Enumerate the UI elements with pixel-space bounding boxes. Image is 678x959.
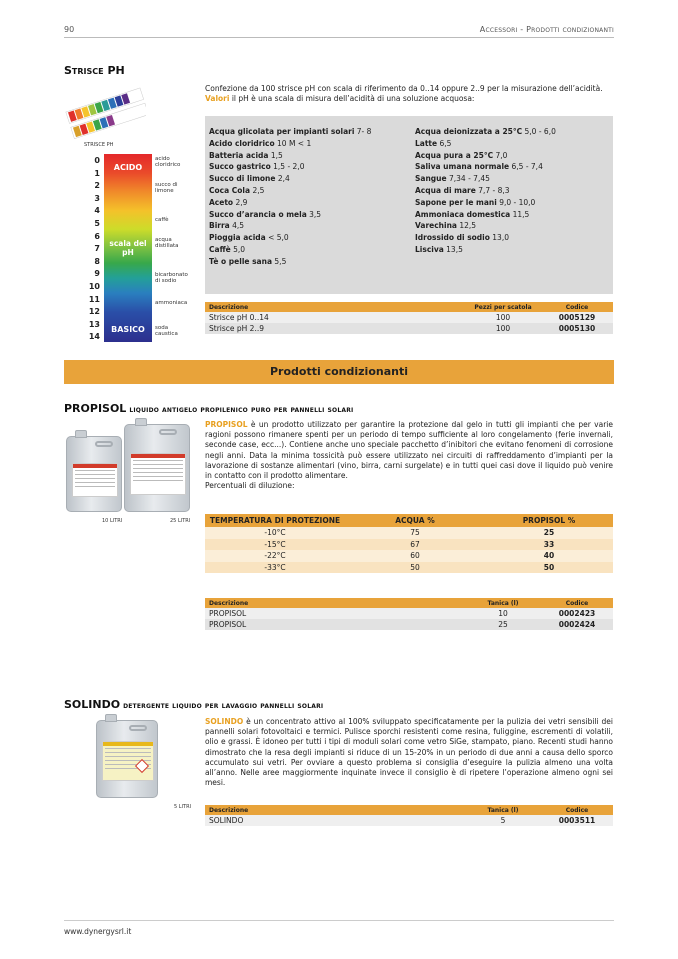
ph-number: 0 [94,156,100,165]
ph-value-row: Lisciva 13,5 [415,244,463,254]
ph-value-row: Succo d’arancia o mela 3,5 [209,209,322,219]
table-header [205,514,613,527]
page-number: 90 [64,25,75,34]
ph-value-row: Caffè 5,0 [209,244,246,254]
col-descrizione: Descrizione [205,302,465,312]
ph-number: 13 [88,319,100,329]
ph-number: 6 [94,231,100,241]
scale-note: soda caustica [155,325,178,337]
propisol-25l-canister [124,424,190,512]
solindo-keyword: SOLINDO [205,717,244,726]
caption-5l: 5 LITRI [174,804,192,810]
table-row: -22°C 60 40 [205,550,613,562]
table-row: Strisce pH 0..14 100 0005129 [205,312,613,323]
col-pezzi: Pezzi per scatola [465,302,541,312]
col-propisol: PROPISOL % [485,514,613,527]
ph-number: 4 [94,206,100,216]
ph-value-row: Acqua glicolata per impianti solari 7- 8 [209,127,372,136]
strisce-intro [205,84,615,104]
ph-value-row: Pioggia acida < 5,0 [209,233,289,243]
intro-line-1: Confezione da 100 strisce pH con scala di riferimento da 0..14 oppure 2..9 per la misurazione dell’acidità. [205,84,603,93]
section-band-title: Prodotti condizionanti [64,360,614,384]
ph-value-row: Coca Cola 2,5 [209,185,265,195]
ph-value-row: Saliva umana normale 6,5 - 7,4 [415,162,543,172]
table-row: PROPISOL 10 0002423 [205,608,613,619]
propisol-10l-canister [66,436,122,512]
intro-keyword: Valori [205,94,230,103]
strisce-product-table [205,302,613,334]
propisol-product-table [205,598,613,630]
caption-10l: 10 LITRI [102,518,123,524]
solindo-description [205,717,613,788]
ph-scale-bar [104,154,152,342]
strisce-title: Strisce PH [64,64,125,77]
ph-value-row: Varechina 12,5 [415,221,477,231]
ph-number: 3 [94,193,100,203]
website-link[interactable]: www.dynergysrl.it [64,927,132,936]
scale-note: caffè [155,217,169,223]
ph-value-row: Succo di limone 2,4 [209,174,290,184]
col-acqua: ACQUA % [345,514,485,527]
ph-number: 12 [88,307,100,317]
ph-scale-numbers [88,156,102,342]
ph-value-row: Ammoniaca domestica 11,5 [415,209,530,219]
ph-value-row: Succo gastrico 1,5 - 2,0 [209,162,305,172]
page-footer [64,920,614,936]
propisol-title [64,402,353,415]
ph-number: 1 [94,168,100,178]
solindo-product-table [205,805,613,826]
ph-value-row: Acqua deionizzata a 25°C 5,0 - 6,0 [415,127,556,136]
table-row: -10°C 75 25 [205,527,613,539]
ph-value-row: Acqua di mare 7,7 - 8,3 [415,185,510,195]
solindo-title [64,698,323,711]
propisol-subtitle: liquido antigelo propilenico puro per pannelli solari [126,405,354,414]
ph-value-row: Tè o pelle sana 5,5 [209,256,287,266]
ph-number: 2 [94,181,100,191]
table-row: Strisce pH 2..9 100 0005130 [205,323,613,334]
ph-values-left [209,126,371,268]
ph-value-row: Idrossido di sodio 13,0 [415,233,509,243]
scale-label-basico: BASICO [111,325,145,334]
propisol-body: è un prodotto utilizzato per garantire la protezione dal gelo in tutti gli impianti che per varie ragioni possono rimanere spenti per un periodo di tempo sufficiente al loro congelamento (ferie invernali, seconde case, ecc...). Contiene anche uno speciale pacchetto d’inibitori che evitano fenomeni di corrosione negli anni. Data la minima tossicità può essere utilizzato nei circuiti di raffreddamento d’impianti per la lavorazione di sostanze alimentari (vino, birra, carni surgelate) e in tutti quei casi dove il liquido può venire in contatto con il prodotto alimentare. [205,420,613,481]
page-header [64,24,614,38]
ph-value-row: Batteria acida 1,5 [209,150,283,160]
col-temperatura: TEMPERATURA DI PROTEZIONE [205,514,345,527]
section-title: Accessori - Prodotti condizionanti [479,25,614,34]
table-row: PROPISOL 25 0002424 [205,619,613,630]
ph-number: 14 [88,332,100,342]
solindo-5l-canister [96,720,158,798]
ph-number: 8 [94,256,100,266]
scale-note: bicarbonato di sodio [155,272,188,284]
ph-value-row: Sangue 7,34 - 7,45 [415,174,490,184]
ph-value-row: Aceto 2,9 [209,197,248,207]
dilution-intro: Percentuali di diluzione: [205,481,295,491]
ph-number: 5 [94,219,100,228]
scale-label-mid: scala del pH [109,239,147,257]
table-header [205,302,613,312]
ph-values-box [205,116,613,294]
scale-note: succo di limone [155,182,178,194]
solindo-body: è un concentrato attivo al 100% sviluppato specificatamente per la pulizia dei vetri sensibili dei pannelli solari fotovoltaici e termici. Pulisce sporchi resistenti come resina, fuliggine, escrementi di volatili, olio e grassi. È idoneo per tutti i tipi di moduli solari come vetro SiGe, stampato, piano. Recenti studi hanno dimostrato che la resa degli impianti si riduce di un 15-20% in un periodo di due anni a causa dello sporco accumulato sui vetri. Per ovviare a questo problema si consiglia d’eseguire la pulizia almeno una volta all’anno. Nelle aree maggiormente inquinate invece il consiglio è di ripetere l’operazione almeno ogni sei mesi. [205,717,613,788]
strips-caption: STRISCE PH [84,142,114,148]
propisol-keyword: PROPISOL [205,420,248,429]
table-header: Descrizione Tanica (l) Codice [205,805,613,815]
scale-note: acido cloridrico [155,156,181,168]
solindo-subtitle: detergente liquido per lavaggio pannelli solari [120,701,324,710]
col-codice: Codice [541,302,613,312]
ph-value-row: Birra 4,5 [209,221,245,231]
ph-number: 10 [88,282,100,291]
ph-value-row: Acido cloridrico 10 M < 1 [209,138,312,148]
intro-line-2-text: il pH è una scala di misura dell’acidità di una soluzione acquosa: [229,94,475,103]
ph-strips-image [64,86,146,140]
table-row: SOLINDO 5 0003511 [205,815,613,826]
ph-number: 11 [88,294,100,304]
dilution-table [205,514,613,573]
intro-line-2 [205,94,615,104]
table-row: -33°C 50 50 [205,562,613,574]
ph-value-row: Latte 6,5 [415,138,452,148]
table-row: -15°C 67 33 [205,539,613,551]
solindo-name: SOLINDO [64,698,121,711]
propisol-description [205,420,613,491]
propisol-name: PROPISOL [64,402,127,415]
caption-25l: 25 LITRI [170,518,191,524]
ph-scale-notes [155,154,195,342]
ph-value-row: Sapone per le mani 9,0 - 10,0 [415,197,536,207]
scale-label-acido: ACIDO [113,163,143,172]
ph-number: 7 [94,244,100,254]
table-header: Descrizione Tanica (l) Codice [205,598,613,608]
ph-number: 9 [94,269,100,279]
scale-note: ammoniaca [155,300,188,306]
ph-values-right [415,126,556,256]
ph-value-row: Acqua pura a 25°C 7,0 [415,150,508,160]
scale-note: acqua distillata [155,237,179,249]
